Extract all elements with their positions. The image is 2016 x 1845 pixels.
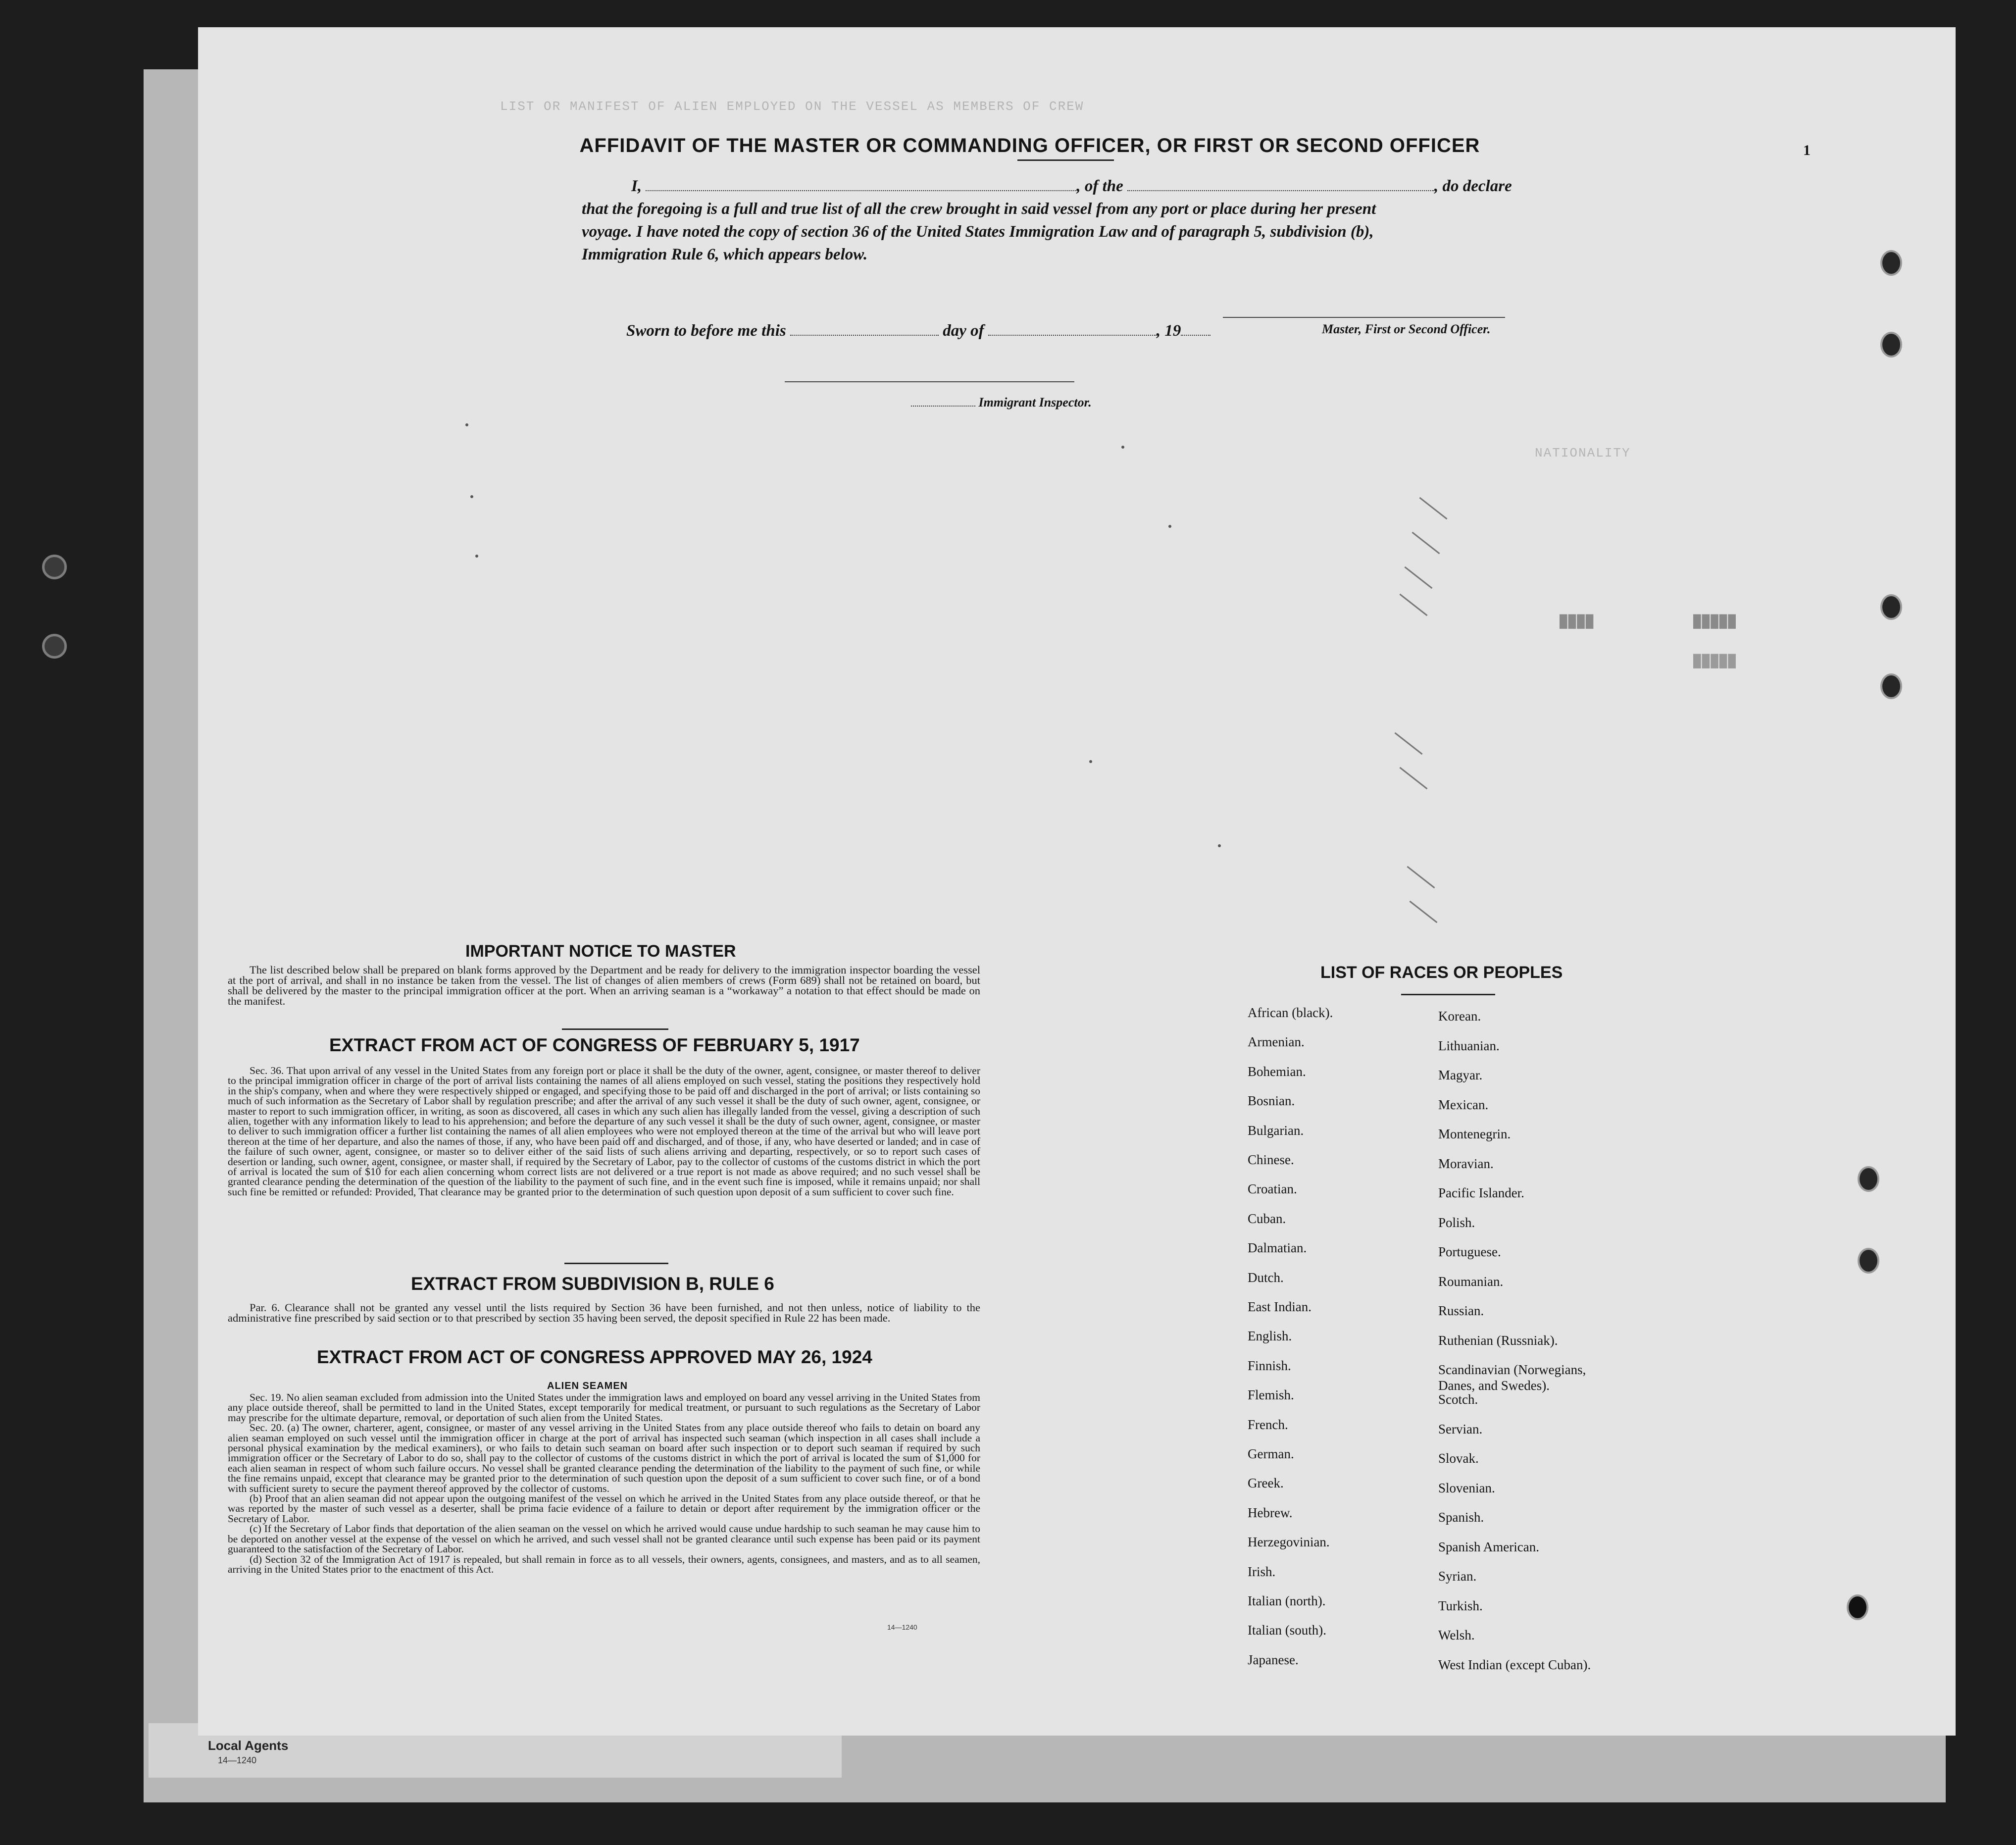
race-item: Bulgarian.	[1248, 1123, 1304, 1138]
race-item: Danes, and Swedes).	[1438, 1378, 1550, 1393]
race-item: Scotch.	[1438, 1392, 1478, 1407]
punch-hole-icon	[1880, 594, 1902, 620]
race-item: Ruthenian (Russniak).	[1438, 1332, 1558, 1348]
race-item: Spanish.	[1438, 1510, 1484, 1525]
race-item: Roumanian.	[1438, 1274, 1504, 1289]
punch-hole-icon	[1880, 673, 1902, 699]
year-blank[interactable]	[1181, 324, 1210, 336]
race-item: Magyar.	[1438, 1068, 1483, 1082]
race-item: African (black).	[1248, 1005, 1333, 1020]
race-item: Portuguese.	[1438, 1244, 1501, 1259]
race-item: Flemish.	[1248, 1387, 1294, 1403]
race-item: Welsh.	[1438, 1628, 1475, 1642]
race-item: Armenian.	[1248, 1034, 1305, 1050]
race-item: Dutch.	[1248, 1270, 1284, 1285]
extract-rule6-text	[228, 1302, 980, 1323]
stub-label: Local Agents	[208, 1738, 289, 1753]
master-signature-line[interactable]	[1223, 317, 1505, 318]
race-item: Dalmatian.	[1248, 1240, 1307, 1256]
race-item: Korean.	[1438, 1009, 1481, 1024]
name-blank[interactable]	[646, 179, 1076, 191]
punch-hole-icon	[1847, 1594, 1868, 1620]
tally-dot	[475, 555, 478, 558]
race-item: Slovak.	[1438, 1451, 1479, 1466]
races-title: LIST OF RACES OR PEOPLES	[1320, 963, 1563, 982]
section-20c-paragraph: (c) If the Secretary of Labor finds that deportation of the alien seaman on the vessel on which he arrived would cause undue hardship to such seaman he may cause him to be deported on another vessel at the expense of the vessel on which he arrived, and such vessel shall not be granted clearance until such expense has been paid or its payment guaranteed to the satisfaction of the Secretary of Labor.	[228, 1523, 980, 1555]
section-36-paragraph: Sec. 36. That upon arrival of any vessel in the United States from any foreign port or place it shall be the duty of the owner, agent, consignee, or master thereof to deliver to the principal immigration officer in charge of the port of arrival lists containing the names of all aliens employed on such vessel, stating the positions they respectively hold in the ship's company, when and where they were respectively shipped or engaged, and specifying those to be paid off and discharged in the port of arrival; or lists containing so much of such information as the Secretary of Labor shall by regulation prescribe; and after the arrival of any such vessel it shall be the duty of such owner, agent, consignee, or master to report to such immigration officer, in writing, as soon as discovered, all cases in which any such alien has illegally landed from the vessel, giving a description of such alien, together with any information likely to lead to his apprehension; and before the departure of any such vessel it shall be the duty of such owner, agent, consignee, or master to deliver to such immigration officer a further list containing the names of all alien employees who were not employed thereon at the time of the arrival but who will leave port thereon at the time of her departure, and also the names of those, if any, who have been paid off and discharged, and of those, if any, who have deserted or landed; and in case of the failure of such owner, agent, consignee, or master so to deliver either of the said lists of such aliens arriving and departing, respectively, or so to report such cases of desertion or landing, such owner, agent, consignee, or master shall, if required by the Secretary of Labor, pay to the collector of customs of the customs district in which the port of arrival is located the sum of $10 for each alien concerning whom correct lists are not delivered or a true report is not made as above required; and no such vessel shall be granted clearance pending the determination of the question of the liability to the payment of such fine, and in the event such fine is imposed, while it remains unpaid; nor shall such fine be remitted or refunded: Provided, That clearance may be granted prior to the determination of such question upon deposit of a sum sufficient to cover such fine.	[228, 1065, 980, 1198]
inspector-label-text: Immigrant Inspector.	[978, 395, 1092, 410]
race-item: Bosnian.	[1248, 1093, 1295, 1109]
race-item: Servian.	[1438, 1421, 1483, 1436]
race-item: Turkish.	[1438, 1598, 1483, 1613]
punch-hole-icon	[1858, 1248, 1879, 1274]
affidavit-line2: that the foregoing is a full and true list of all the crew brought in said vessel from any port or place during her present	[582, 200, 1376, 218]
race-item: Spanish American.	[1438, 1539, 1539, 1554]
alien-seamen-subtitle: ALIEN SEAMEN	[547, 1381, 628, 1391]
day-blank[interactable]	[790, 324, 939, 336]
race-item: Scandinavian (Norwegians,	[1438, 1362, 1586, 1377]
affidavit-i: I,	[631, 177, 642, 195]
punch-hole-icon	[1858, 1166, 1879, 1192]
race-item: German.	[1248, 1446, 1294, 1461]
tally-dot	[470, 495, 473, 498]
section-20a-paragraph: Sec. 20. (a) The owner, charterer, agent, consignee, or master of any vessel arriving in the United States from any place outside thereof who fails to detain on board any alien seaman employed on such vessel until the immigration officer in charge at the port of arrival has inspected such seaman (which inspection in all cases shall include a personal physical examination by the medical examiners), or who fails to detain such seaman on board after such inspection or to deport such seaman if required by such immigration officer or the Secretary of Labor to do so, shall pay to the collector of customs of the customs district in which the port of arrival is located the sum of $1,000 for each alien seaman in respect of whom such failure occurs. No vessel shall be granted clearance pending the determination of the liability to the payment of such fine, or while the fine remains unpaid, except that clearance may be granted prior to the determination of such question upon the deposit of a sum sufficient to cover such fine, or of a bond with sufficient surety to secure the payment thereof approved by the collector of customs.	[228, 1422, 980, 1494]
notice-paragraph: The list described below shall be prepared on blank forms approved by the Department and be ready for delivery to the immigration inspector boarding the vessel at the port of arrival, and shall in no instance be taken from the vessel. The list of changes of alien members of crews (Form 689) shall not be retained on board, but shall be delivered by the master to the principal immigration officer at the port. When an arriving seaman is a “workaway” a notation to that effect should be made on the manifest.	[228, 964, 980, 1007]
race-item: Greek.	[1248, 1476, 1284, 1491]
section-20d-paragraph: (d) Section 32 of the Immigration Act of 1917 is repealed, but shall remain in force as to all vessels, their owners, agents, consignees, and masters, and as to all seamen, arriving in the United States prior to the enactment of this Act.	[228, 1553, 980, 1575]
section-divider	[564, 1263, 668, 1264]
sworn-line	[626, 322, 1210, 340]
race-item: Syrian.	[1438, 1569, 1477, 1584]
sworn-label: Sworn to before me this	[626, 322, 786, 340]
inspector-label	[911, 395, 1092, 410]
race-item: Croatian.	[1248, 1181, 1297, 1197]
race-item: Chinese.	[1248, 1152, 1294, 1167]
race-item: Hebrew.	[1248, 1505, 1293, 1520]
bleed-through-text: █████	[1693, 614, 1737, 629]
extract-1924-text	[228, 1392, 980, 1574]
bleed-through-text: █████	[1693, 654, 1737, 668]
tally-dot	[1218, 844, 1221, 847]
extract-1917-text	[228, 1066, 980, 1197]
punch-hole-icon	[1880, 332, 1902, 358]
race-item: Moravian.	[1438, 1156, 1494, 1171]
paragraph-6: Par. 6. Clearance shall not be granted any vessel until the lists required by Section 36 have been furnished, and not then unless, notice of liability to the administrative fine prescribed by said section or to that prescribed by section 35 having been served, the deposit specified in Rule 22 has been made.	[228, 1301, 980, 1324]
section-divider	[562, 1028, 668, 1030]
races-divider	[1401, 994, 1495, 995]
bleed-through-text: NATIONALITY	[1535, 446, 1631, 461]
race-item: Japanese.	[1248, 1652, 1299, 1667]
notice-text	[228, 965, 980, 1006]
race-item: Slovenian.	[1438, 1480, 1495, 1495]
race-item: Lithuanian.	[1438, 1038, 1500, 1053]
race-item: Irish.	[1248, 1564, 1276, 1579]
page-marker: 1	[1803, 142, 1811, 158]
stub-form-number: 14—1240	[218, 1755, 257, 1765]
bleed-through-text: LIST OR MANIFEST OF ALIEN EMPLOYED ON THE VESSEL AS MEMBERS OF CREW	[500, 99, 1084, 114]
race-item: English.	[1248, 1329, 1292, 1344]
binder-ring-icon	[42, 634, 67, 659]
tally-dot	[465, 423, 468, 426]
affidavit-title: AFFIDAVIT OF THE MASTER OR COMMANDING OFFICER, OR FIRST OR SECOND OFFICER	[579, 135, 1480, 156]
race-item: Italian (north).	[1248, 1593, 1326, 1608]
form-number: 14—1240	[887, 1623, 917, 1631]
race-item: Bohemian.	[1248, 1064, 1306, 1079]
affidavit-line4: Immigration Rule 6, which appears below.	[582, 246, 868, 263]
race-item: Cuban.	[1248, 1211, 1286, 1226]
race-item: Herzegovinian.	[1248, 1535, 1330, 1550]
month-blank[interactable]	[988, 324, 1157, 336]
tally-dot	[1121, 446, 1124, 449]
notice-title: IMPORTANT NOTICE TO MASTER	[465, 942, 736, 961]
race-item: Mexican.	[1438, 1097, 1489, 1112]
race-item: Polish.	[1438, 1215, 1475, 1230]
tally-dot	[1089, 760, 1092, 763]
race-item: East Indian.	[1248, 1299, 1311, 1314]
race-item: Russian.	[1438, 1303, 1484, 1318]
title-divider	[1017, 159, 1114, 161]
year-label: , 19	[1156, 322, 1181, 340]
vessel-blank[interactable]	[1127, 179, 1434, 191]
affidavit-of-the: , of the	[1076, 177, 1123, 195]
race-item: West Indian (except Cuban).	[1438, 1657, 1591, 1672]
race-item: French.	[1248, 1417, 1288, 1432]
race-item: Montenegrin.	[1438, 1127, 1511, 1141]
race-item: Italian (south).	[1248, 1623, 1326, 1638]
extract-1917-title: EXTRACT FROM ACT OF CONGRESS OF FEBRUARY 5, 1917	[329, 1035, 860, 1055]
punch-hole-icon	[1880, 250, 1902, 276]
inspector-signature-line[interactable]	[785, 381, 1074, 382]
inspector-blank[interactable]	[911, 398, 975, 407]
section-19-paragraph: Sec. 19. No alien seaman excluded from admission into the United States under the immigration laws and employed on board any vessel arriving in the United States from any place outside thereof, shall be permitted to land in the United States, except temporarily for medical treatment, or pursuant to such regulations as the Secretary of Labor may prescribe for the ultimate departure, removal, or deportation of such alien from the United States.	[228, 1391, 980, 1424]
extract-1924-title: EXTRACT FROM ACT OF CONGRESS APPROVED MAY 26, 1924	[317, 1347, 872, 1367]
race-item: Finnish.	[1248, 1358, 1291, 1373]
race-item: Pacific Islander.	[1438, 1185, 1524, 1200]
day-of-label: day of	[943, 322, 984, 340]
affidavit-do-declare: , do declare	[1434, 177, 1512, 195]
master-label: Master, First or Second Officer.	[1322, 322, 1491, 336]
affidavit-line1	[631, 177, 1512, 196]
extract-rule6-title: EXTRACT FROM SUBDIVISION B, RULE 6	[411, 1274, 774, 1294]
bleed-through-text: ████	[1560, 614, 1595, 629]
tally-dot	[1168, 525, 1171, 528]
affidavit-line3: voyage. I have noted the copy of section 36 of the United States Immigration Law and of paragraph 5, subdivision (b),	[582, 223, 1374, 241]
binder-ring-icon	[42, 555, 67, 579]
section-20b-paragraph: (b) Proof that an alien seaman did not appear upon the outgoing manifest of the vessel on which he arrived in the United States from any place outside thereof, or that he was reported by the master of such vessel as a deserter, shall be prima facie evidence of a failure to detain or deport after requirement by the immigration officer or the Secretary of Labor.	[228, 1492, 980, 1525]
